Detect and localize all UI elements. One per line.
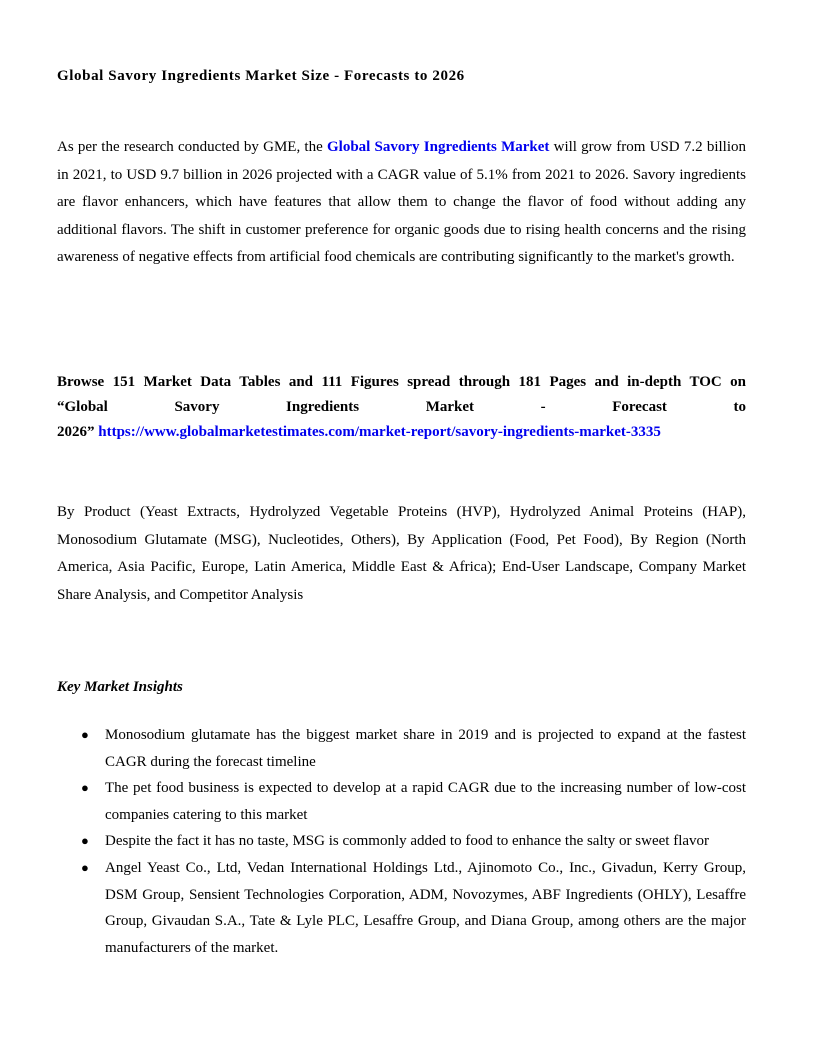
list-item [57, 722, 746, 775]
bullet-icon: ● [81, 780, 89, 796]
list-item [57, 828, 746, 855]
browse-line-2: “Global Savory Ingredients Market - Forecast to [57, 399, 746, 415]
browse-line-3 [57, 420, 746, 445]
bullet-icon: ● [81, 859, 89, 875]
bullet-icon: ● [81, 833, 89, 849]
intro-text-after: will grow from USD 7.2 billion in 2021, to USD 9.7 billion in 2026 projected with a CAGR value of 5.1% from 2021 to 2026. Savory ingredients are flavor enhancers, which have features that allow them to change the flavor of food without adding any additional flavors. The shift in customer preference for organic goods due to rising health concerns and the rising awareness of negative effects from artificial food chemicals are contributing significantly to the market's growth. [57, 139, 747, 266]
segments-paragraph: By Product (Yeast Extracts, Hydrolyzed Vegetable Proteins (HVP), Hydrolyzed Animal Proteins (HAP), Monosodium Glutamate (MSG), Nucleotides, Others), By Application (Food, Pet Food), By Region (North America, Asia Pacific, Europe, Latin America, Middle East & Africa); End-User Landscape, Company Market Share Analysis, and Competitor Analysis [57, 504, 746, 603]
browse-paragraph [57, 370, 746, 445]
list-item [57, 775, 746, 828]
page-title: Global Savory Ingredients Market Size - Forecasts to 2026 [57, 68, 465, 84]
browse-line-1: Browse 151 Market Data Tables and 111 Figures spread through 181 Pages and in-depth TOC on [57, 374, 746, 390]
browse-line-3-prefix: 2026” [57, 424, 99, 440]
list-item-text: Angel Yeast Co., Ltd, Vedan International Holdings Ltd., Ajinomoto Co., Inc., Givadun, Kerry Group, DSM Group, Sensient Technologies Corporation, ADM, Novozymes, ABF Ingredients (OHLY), Lesaffre Group, Givaudan S.A., Tate & Lyle PLC, Lesaffre Group, and Diana Group, among others are the major manufacturers of the market. [105, 859, 746, 956]
intro-paragraph [57, 134, 746, 272]
market-link[interactable]: Global Savory Ingredients Market [326, 139, 550, 155]
list-item [57, 855, 746, 961]
list-item-text: The pet food business is expected to develop at a rapid CAGR due to the increasing number of low-cost companies catering to this market [105, 780, 746, 823]
list-item-text: Despite the fact it has no taste, MSG is commonly added to food to enhance the salty or sweet flavor [105, 833, 710, 850]
bullet-icon: ● [81, 727, 89, 742]
key-insights-heading: Key Market Insights [57, 679, 183, 695]
insights-list [57, 722, 746, 961]
list-item-text: Monosodium glutamate has the biggest market share in 2019 and is projected to expand at the fastest CAGR during the forecast timeline [105, 727, 746, 770]
intro-text-before: As per the research conducted by GME, the [57, 139, 327, 155]
report-url-link[interactable]: https://www.globalmarketestimates.com/market-report/savory-ingredients-market-3335 [98, 424, 661, 440]
